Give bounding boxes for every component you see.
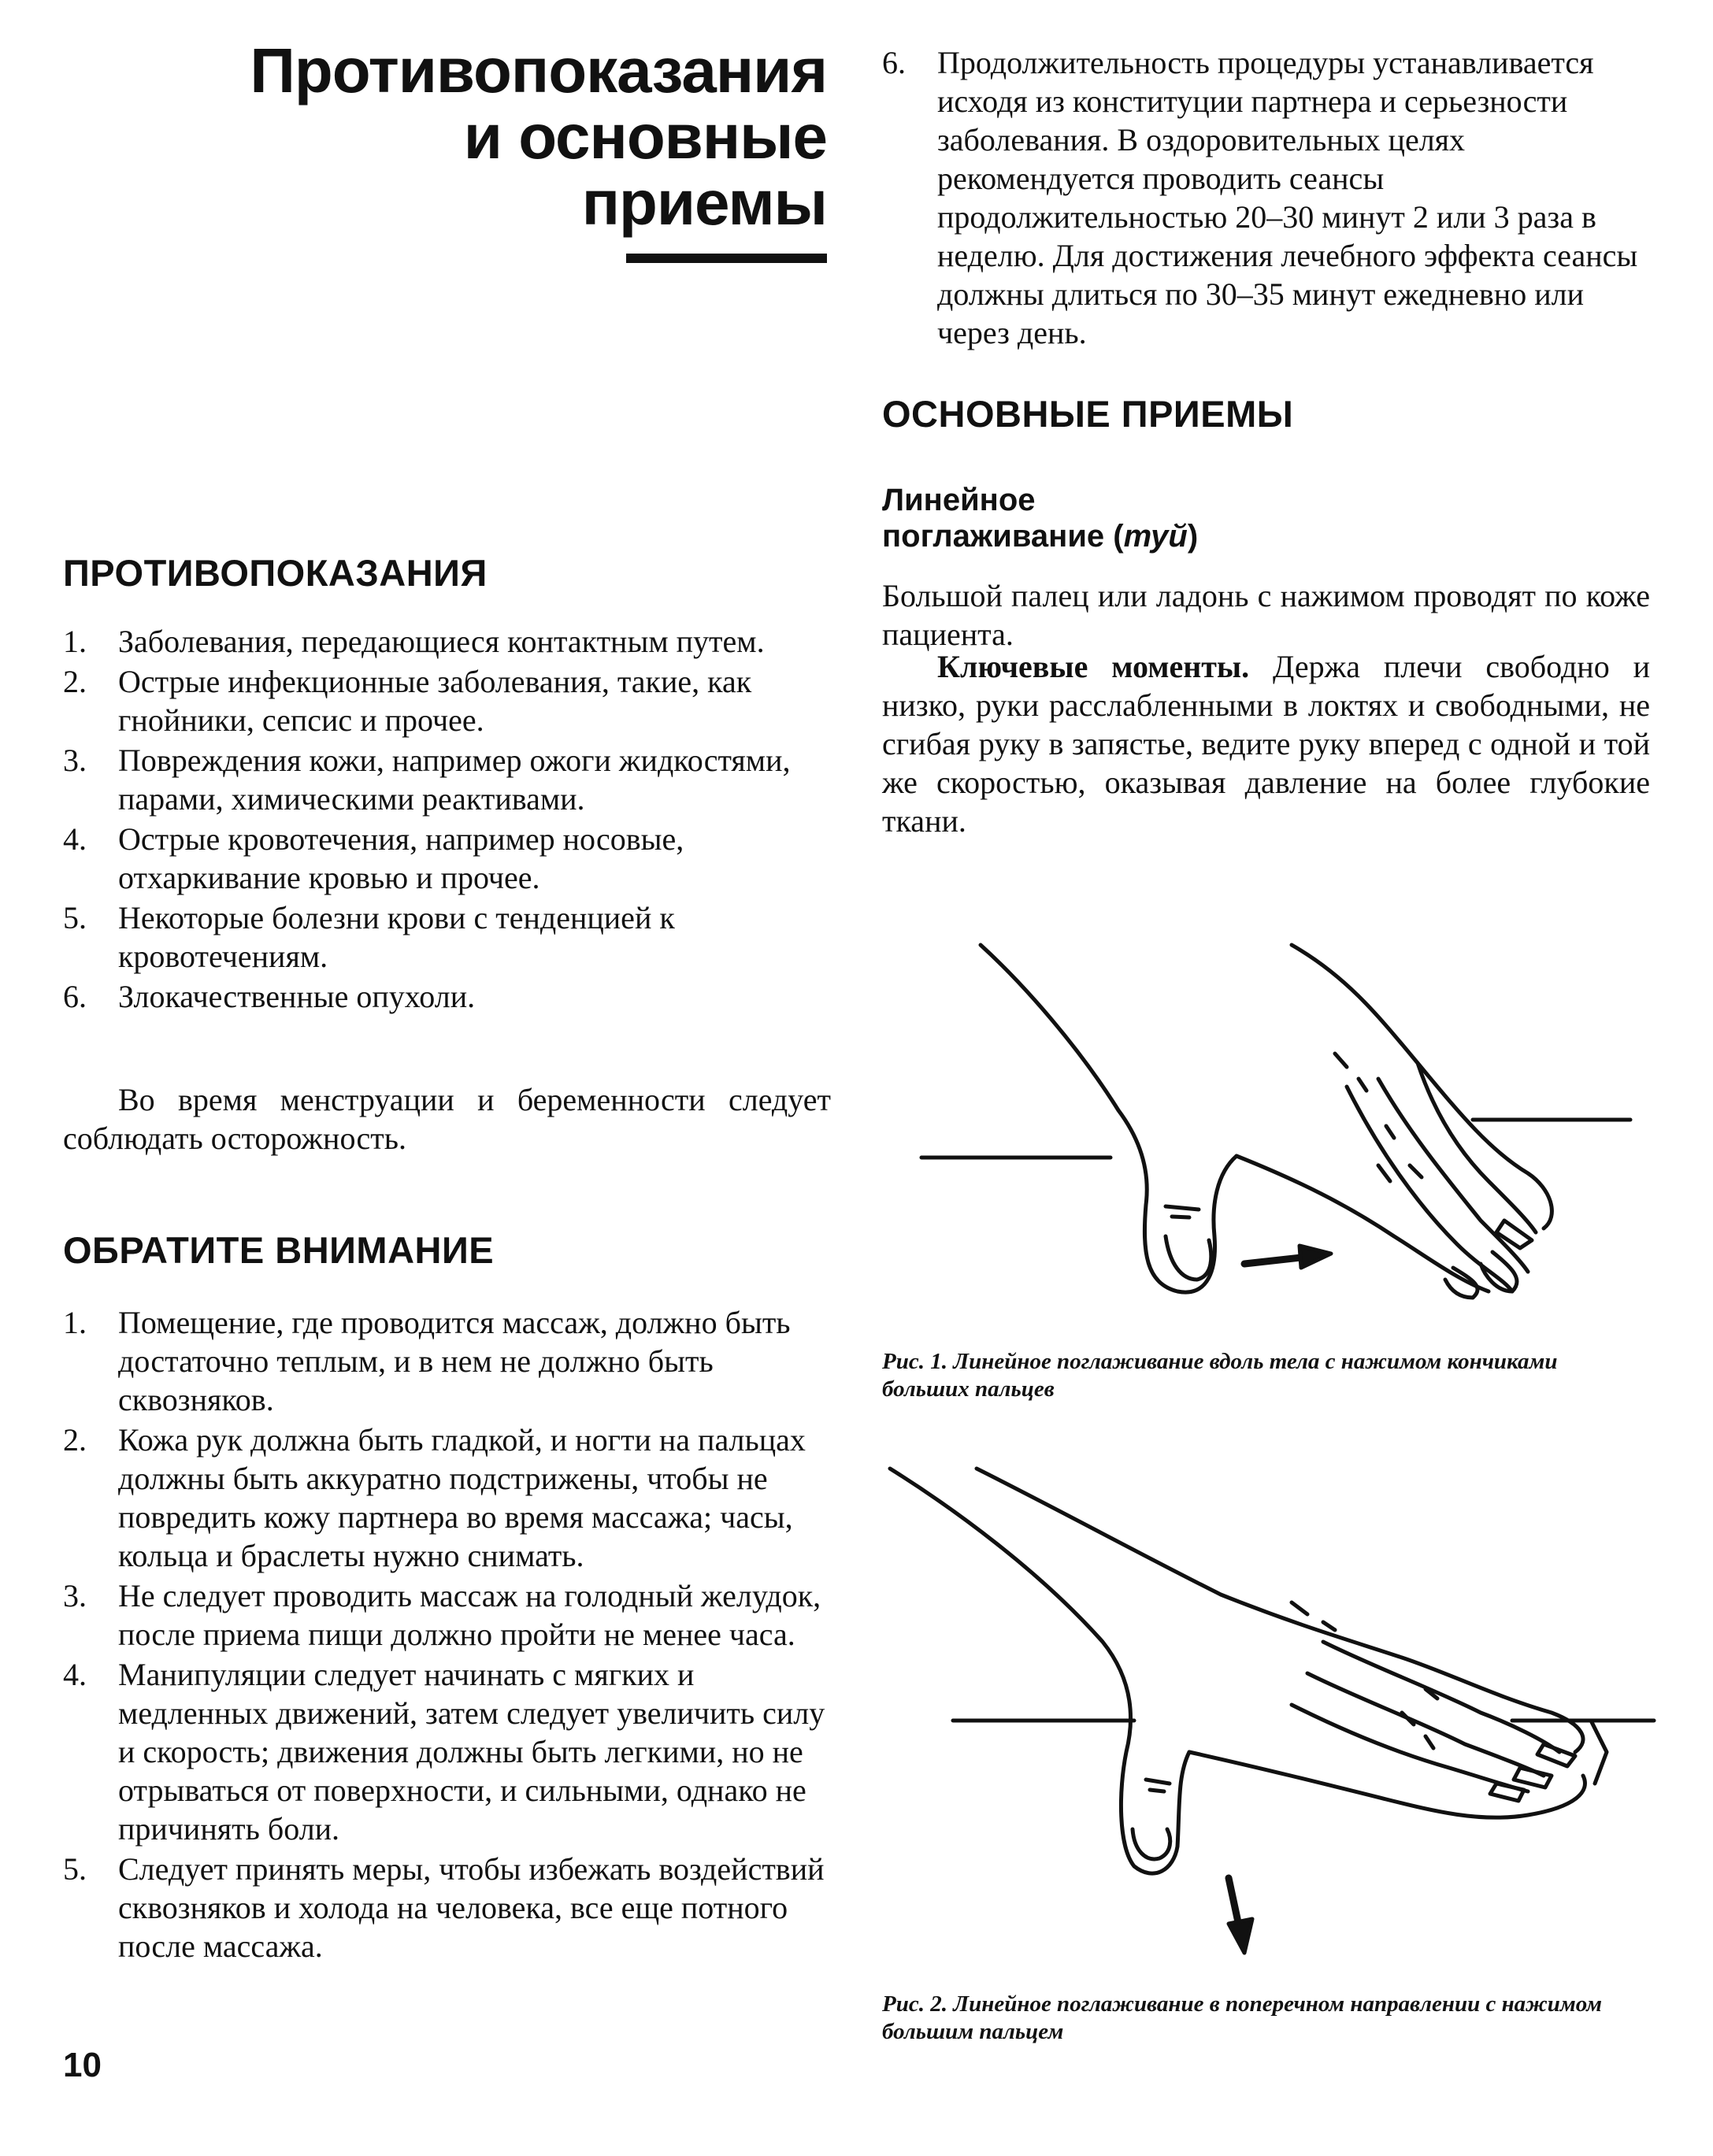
chapter-title-line-1: Противопоказания	[250, 35, 827, 106]
direction-arrow-head	[1300, 1246, 1331, 1268]
thumb-knuckle	[1146, 1780, 1170, 1791]
technique-key-points	[882, 647, 1650, 840]
list-item-text: Кожа рук должна быть гладкой, и ногти на пальцах должны быть аккуратно подстрижены, чтобы не повредить кожу партнера во время массажа; часы, кольца и браслеты нужно снимать.	[118, 1422, 806, 1573]
list-item-text: Не следует проводить массаж на голодный желудок, после приема пищи должно пройти не менее часа.	[118, 1578, 821, 1652]
contraindications-note: Во время менструации и беременности следует соблюдать осторожность.	[63, 1082, 831, 1156]
thumb-knuckle	[1166, 1206, 1199, 1217]
chapter-title	[142, 35, 827, 238]
key-points-label: Ключевые моменты.	[937, 649, 1250, 684]
list-item-text: Продолжительность процедуры устанавливается исходя из конституции партнера и серьезности заболевания. В оздоровительных целях рекомендуется проводить сеансы продолжительностью 20–30 минут 2 или 3 раза в неделю. Для достижения лечебного эффекта сеансы должны длиться по 30–35 минут ежедневно или через день.	[937, 45, 1638, 350]
attention-heading: ОБРАТИТЕ ВНИМАНИЕ	[63, 1229, 495, 1271]
list-item-number: 5.	[63, 900, 87, 935]
thumb-outline	[890, 1469, 1189, 1873]
list-item-number: 4.	[63, 1657, 87, 1692]
direction-arrow-head	[1229, 1919, 1252, 1953]
list-item	[63, 898, 831, 976]
list-item-number: 4.	[63, 821, 87, 857]
title-underline-divider	[626, 254, 827, 263]
list-item-number: 6.	[882, 45, 906, 80]
contraindications-heading: ПРОТИВОПОКАЗАНИЯ	[63, 552, 488, 594]
list-item	[63, 1850, 831, 1965]
list-item-text: Острые кровотечения, например носовые, отхаркивание кровью и прочее.	[118, 821, 684, 895]
list-item	[63, 1303, 831, 1419]
hand-thumb-press-forward-illustration	[906, 921, 1646, 1339]
technique-subheading-line-1: Линейное	[882, 483, 1036, 517]
technique-intro: Большой палец или ладонь с нажимом проводят по коже пациента.	[882, 578, 1650, 652]
thumb-nail	[1166, 1236, 1211, 1280]
hand-back-outline	[977, 1469, 1583, 1752]
attention-list-continued	[882, 43, 1650, 354]
list-item-text: Заболевания, передающиеся контактным путем.	[118, 624, 765, 659]
knuckle-creases	[1335, 1054, 1422, 1181]
list-item-text: Помещение, где проводится массаж, должно быть достаточно теплым, и в нем не должно быть сквозняков.	[118, 1305, 791, 1417]
key-points-text: Держа плечи свободно и низко, руки расслабленными в локтях и свободными, не сгибая руку в запястье, ведите руку вперед с одной и той же скоростью, оказывая давление на более глубокие ткани.	[882, 649, 1650, 839]
list-item-number: 2.	[63, 664, 87, 699]
technique-subheading	[882, 482, 1198, 554]
palm-lower-edge	[1237, 1156, 1489, 1291]
techniques-heading: ОСНОВНЫЕ ПРИЕМЫ	[882, 393, 1294, 435]
list-item	[882, 43, 1650, 352]
attention-list	[63, 1303, 831, 1967]
chapter-title-line-3: приемы	[581, 168, 827, 238]
figure-2-caption: Рис. 2. Линейное поглаживание в поперечном направлении с нажимом большим пальцем	[882, 1991, 1603, 2044]
hand-back-outline	[1292, 945, 1552, 1228]
list-item	[63, 741, 831, 818]
list-item	[63, 977, 831, 1016]
list-item-text: Некоторые болезни крови с тенденцией к кровотечениям.	[118, 900, 675, 974]
list-item-number: 3.	[63, 743, 87, 778]
contraindications-list	[63, 622, 831, 1017]
list-item-text: Повреждения кожи, например ожоги жидкостями, парами, химическими реактивами.	[118, 743, 791, 817]
list-item-text: Злокачественные опухоли.	[118, 979, 476, 1014]
hand-thumb-press-down-illustration	[882, 1453, 1654, 1957]
figure-1-caption: Рис. 1. Линейное поглаживание вдоль тела с нажимом кончиками больших пальцев	[882, 1349, 1558, 1402]
list-item-text: Следует принять меры, чтобы избежать воздействий сквозняков и холода на человека, все еще потного после массажа.	[118, 1851, 825, 1964]
technique-subheading-text: поглаживание (	[882, 519, 1124, 554]
technique-subheading-line-2	[882, 518, 1198, 554]
list-item-number: 3.	[63, 1578, 87, 1613]
list-item	[63, 820, 831, 897]
thumb-outline	[981, 945, 1237, 1292]
thumb-nail	[1133, 1829, 1170, 1859]
finger-tip-detail	[1591, 1721, 1607, 1784]
list-item	[63, 662, 831, 739]
fingernail-2	[1481, 1252, 1517, 1291]
fingernail-1	[1537, 1744, 1575, 1766]
list-item-number: 1.	[63, 624, 87, 659]
finger-outline-1	[1418, 1063, 1536, 1232]
list-item-number: 5.	[63, 1851, 87, 1887]
page-number: 10	[63, 2046, 102, 2084]
list-item-text: Острые инфекционные заболевания, такие, как гнойники, сепсис и прочее.	[118, 664, 752, 738]
list-item-number: 2.	[63, 1422, 87, 1458]
list-item	[63, 1655, 831, 1848]
palm-lower-edge	[1189, 1752, 1585, 1817]
technique-term: туй	[1123, 519, 1188, 554]
list-item	[63, 1421, 831, 1575]
list-item-text: Манипуляции следует начинать с мягких и медленных движений, затем следует увеличить силу и скорость; движения должны быть легкими, но не отрываться от поверхности, и сильными, однако не причинять боли.	[118, 1657, 825, 1847]
list-item	[63, 622, 831, 661]
fingernail-3	[1490, 1784, 1524, 1801]
fingernail-2	[1514, 1768, 1552, 1787]
technique-subheading-close: )	[1187, 519, 1199, 554]
chapter-title-line-2: и основные	[463, 102, 827, 172]
list-item-number: 1.	[63, 1305, 87, 1340]
list-item-number: 6.	[63, 979, 87, 1014]
list-item	[63, 1576, 831, 1654]
